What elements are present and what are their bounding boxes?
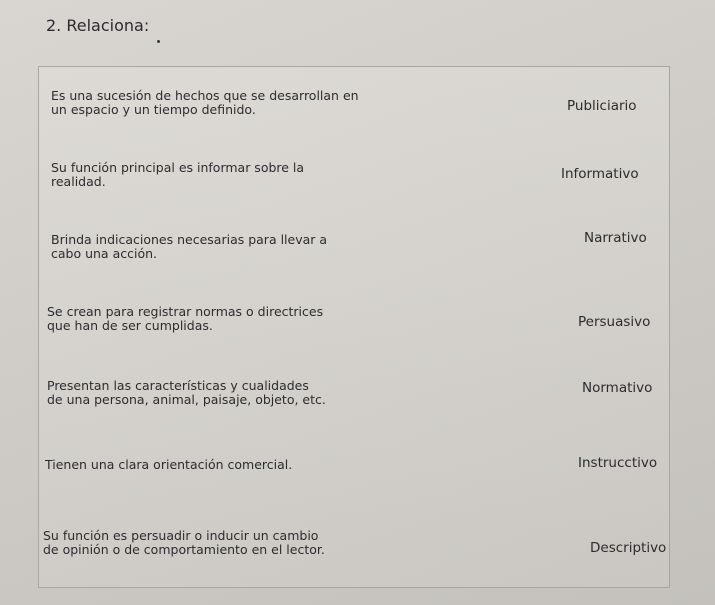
matching-sheet bbox=[38, 66, 670, 588]
statement-5-line-1: Presentan las características y cualidades bbox=[47, 378, 309, 393]
statement-3 bbox=[51, 233, 327, 261]
statement-7-line-1: Su función es persuadir o inducir un cambio bbox=[43, 528, 319, 543]
statement-6 bbox=[45, 458, 292, 472]
option-publiciario: Publiciario bbox=[567, 98, 637, 114]
statement-5-line-2: de una persona, animal, paisaje, objeto, etc. bbox=[47, 392, 326, 407]
ink-dot bbox=[157, 40, 160, 43]
option-narrativo: Narrativo bbox=[584, 230, 647, 246]
option-normativo: Normativo bbox=[582, 380, 653, 396]
statement-7-line-2: de opinión o de comportamiento en el lector. bbox=[43, 542, 325, 557]
option-informativo: Informativo bbox=[561, 166, 639, 182]
statement-2-line-1: Su función principal es informar sobre la bbox=[51, 160, 305, 175]
statement-2 bbox=[51, 161, 304, 189]
statement-4-line-2: que han de ser cumplidas. bbox=[47, 318, 213, 333]
exercise-title: 2. Relaciona: bbox=[46, 16, 150, 35]
statement-1-line-2: un espacio y un tiempo definido. bbox=[51, 102, 256, 117]
statement-4 bbox=[47, 305, 323, 333]
statement-3-line-1: Brinda indicaciones necesarias para llevar a bbox=[51, 232, 328, 247]
option-persuasivo: Persuasivo bbox=[578, 314, 651, 330]
statement-7 bbox=[43, 529, 325, 557]
statement-4-line-1: Se crean para registrar normas o directrices bbox=[47, 304, 324, 319]
statement-5 bbox=[47, 379, 326, 407]
statement-6-line-1: Tienen una clara orientación comercial. bbox=[45, 457, 293, 472]
statement-1 bbox=[51, 89, 359, 117]
statement-3-line-2: cabo una acción. bbox=[51, 246, 157, 261]
statement-2-line-2: realidad. bbox=[51, 174, 106, 189]
statement-1-line-1: Es una sucesión de hechos que se desarrollan en bbox=[51, 88, 359, 103]
option-descriptivo: Descriptivo bbox=[590, 540, 667, 556]
option-instrucctivo: Instrucctivo bbox=[578, 455, 658, 471]
